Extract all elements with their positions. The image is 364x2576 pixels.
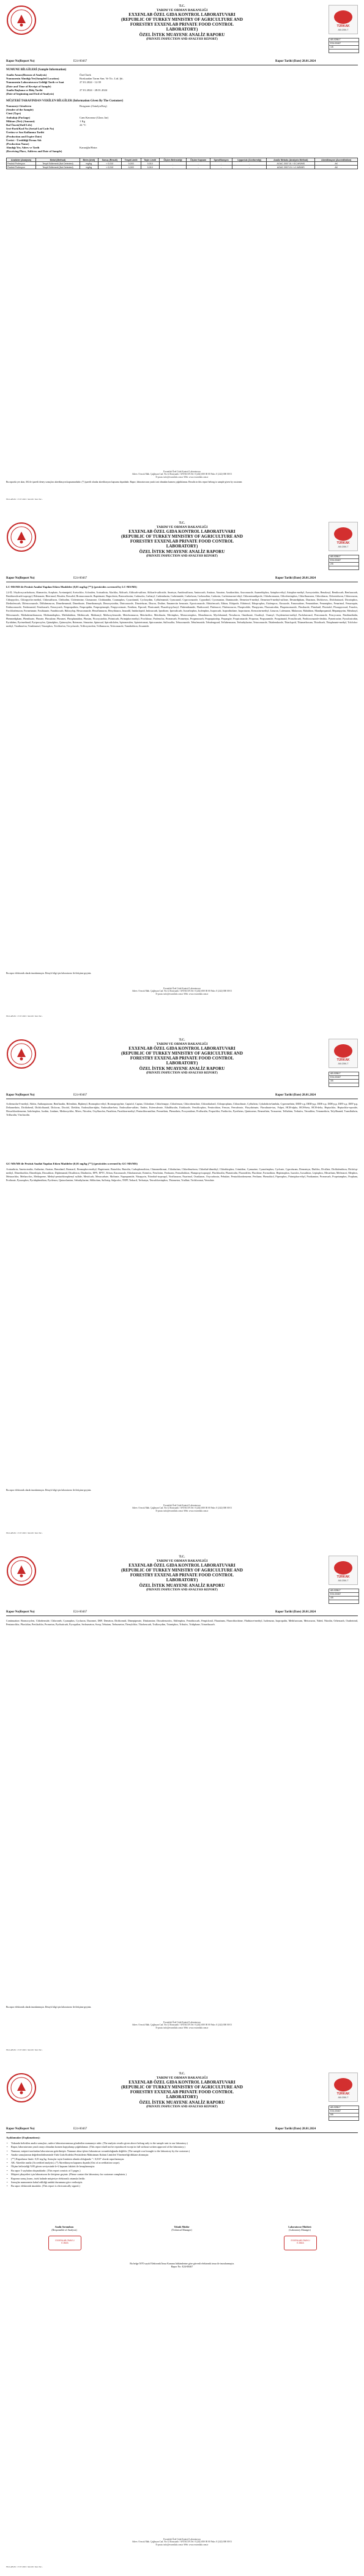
turkak-name: TÜRKAK: [336, 2092, 350, 2096]
country-label: T.C.: [179, 1038, 185, 1042]
footer-address: Adres: Ovacık Mah. Çağlayan Cad. No:12 Konyaaltı / ANTALYA Tel: 0 (242) 000 00 00 Faks: 0 (242) 000 00 01: [132, 2024, 232, 2027]
report-date: Rapor Tarihi (Date) 28.01.2024: [275, 1094, 316, 1097]
turkak-logo: [329, 522, 358, 551]
kv-key: (Sender of the Sample): [6, 108, 34, 112]
ministry-name: TARIM VE ORMAN BAKANLIĞI: [156, 1042, 208, 1046]
report-date: Rapor Tarihi (Date) 28.01.2024: [275, 577, 316, 580]
report-title-en: (PRIVATE INSPECTION AND ANALYSIS REPORT): [146, 38, 218, 42]
kv-key: (Receiving Place, Address and Date of Sample): [6, 150, 62, 153]
report-date: Rapor Tarihi (Date) 28.01.2024: [275, 2128, 316, 2131]
report-date: Rapor Tarihi (Date) 28.01.2024: [275, 1611, 316, 1614]
table-cell: mg/kg: [80, 162, 98, 166]
page-footer: [6, 987, 358, 995]
turkak-name: TÜRKAK: [336, 1058, 350, 1062]
country-label: T.C.: [179, 1555, 185, 1559]
footer-lab-name: Exxenlab Özel Gıda Kontrol Laboratuvarı: [163, 2021, 201, 2024]
report-page-4: [0, 1551, 364, 2055]
page-number: 3/5: [329, 1080, 358, 1083]
kv-key: Üretici - Üretildiği Firma Adı: [6, 138, 42, 142]
turkak-code: AB-0286-T: [338, 1063, 349, 1065]
list-item: [6, 2169, 358, 2173]
kv-value: Karaoğlu/Hatra: [80, 146, 97, 150]
page-footer: [6, 2538, 358, 2546]
page-note: Bu rapor elektronik olarak imzalanmıştır. Detaylı bilgi için laboratuvar ile iletişime geçiniz.: [6, 1489, 92, 1491]
accreditation-no: AB-0286-T: [329, 38, 358, 42]
kv-key: Seri-Parti/Kod No (Serial-Lot/Code No): [6, 127, 54, 131]
accreditation-no: AB-0286-T: [329, 2106, 358, 2110]
footer-contact: E-posta: info@exxenlab.com.tr Web: www.exxenlab.com.tr: [155, 475, 209, 478]
turkak-mark-icon: [334, 1044, 352, 1058]
list-item-text: Sonuçlar numunenin kabul edildiği andaki durumuna göre verilmiştir.: [11, 2180, 83, 2184]
list-item-text: Raporun sonuç kısmı, istek halinde müşteriye elektronik ortamda iletilir.: [11, 2176, 86, 2180]
page-footer: [6, 470, 358, 478]
signatory-title-en: (Laboratory Manager): [289, 2228, 311, 2231]
esign-text: Bu belge 5070 sayılı Elektronik İmza Kanunu hükümlerine göre güvenli elektronik imza ile imzalanmıştır.: [130, 2262, 234, 2265]
list-item-text: Ölçüm belirsizliği %95 güven seviyesinde k=2 kapsam faktörü ile hesaplanmıştır.: [11, 2165, 95, 2168]
gcms-pesticide-list: Acrinathrin, Ametoctradin, Anilazine, Atraton, Benodanil, Bromacil, Bromophos-methyl, Bupirimate, Butachlor, Butralin, Carbophenothion, Chinomethionat, Chlorbufam, Chlordimeform, Chlorthal-dimethyl, Chlorthiophos, Crimidine, Cyanazine, Cyanofenphos, Cycloate, Cyprofuram, Desmetryn, Dialifos, Di-allate, Dichlofenthion, Diclofop-methyl, Dimethachlor, Dimethipin, Dioxathion, Diphenamid, Disulfoton, Ditalimfos, EPN, EPTC, Erbon, Etaconazole, Ethofumesate, Etrimfos, Fenclorim, Fenfuram, Fensulfothion, Flamprop-isopropyl, Fluchloralin, Flumetralin, Fluorodifen, Fluridone, Formothion, Heptenophos, Isazofos, Isoxathion, Leptophos, Mecarbam, Mefenacet, Merphos, Metazachlor, Methacrifos, Methoprene, Methyl-pentachlorophenyl sulfide, Metolcarb, Mexacarbate, Molinate, Napropamide, Nitrapyrin, Nitrothal-isopropyl, Norflurazon, Nuarimol, Oxadiazon, Oxycarboxin, Pebulate, Pentachlorobenzene, Perthane, Phenothiol, Piperophos, Pirimiphos-ethyl, Prodiamine, Promecarb, Propetamphos, Propham, Prothoate, Pyrazophos, Pyridaphenthion, Pyrifenox, Quinoclamine, Sebuthylazine, Silthiofam, Sulfotep, Sulprofos, TEPP, Terbacil, Terbutryn, Tetrachlorvinphos, Thiometon, Triallate, Trichloronat, Vernolate.: [6, 1168, 358, 1182]
lab-name: EXXENLAB ÖZEL GIDA KONTROL LABORATUVARI: [128, 1563, 236, 1568]
footer-address: Adres: Ovacık Mah. Çağlayan Cad. No:12 Konyaaltı / ANTALYA Tel: 0 (242) 000 00 00 Faks: 0 (242) 000 00 01: [132, 990, 232, 993]
lab-name-en-3: LABORATORY): [166, 2095, 198, 2100]
footer-address: Adres: Ovacık Mah. Çağlayan Cad. No:12 Konyaaltı / ANTALYA Tel: 0 (242) 000 00 00 Faks: 0 (242) 000 00 01: [132, 2541, 232, 2544]
list-item: [6, 2145, 358, 2149]
bullet-icon: •: [7, 2184, 8, 2188]
turkak-logo: [329, 1556, 358, 1585]
form-code: FR.LAB.06 / 17.07.2023 / Rev.00 / Rev.Tar:-: [6, 2566, 43, 2568]
kv-value: 27.01.2024 - 12:39: [80, 81, 101, 84]
lab-name-en-3: LABORATORY): [166, 27, 198, 32]
additional-pesticide-list: Continuation: Bromocyclen, Chlorbenside, Chloroneb, Cyanophos, Cycluron, Dazomet, DEF, Demeton, Dichlormid, Dimepiperate, Dinitramine, Dioxabenzofos, Edifenphos, Fenothiocarb, Fenpiclonil, Fluazinam, Flurochloridone, Fluthiacet-methyl, Isobenzan, Isopropalin, Methfuroxam, Metoxuron, Naled, Nitralin, Orbencarb, Oxabetrinil, Pentanochlor, Phosfolan, Pretilachlor, Prometon, Pyributicarb, Pyroquilon, Secbumeton, Swep, Tebutam, Terbumeton, Thenylchlor, Thiobencarb, Tralkoxydim, Triamiphos, Tribufos, Tridiphane, Trimethacarb.: [6, 1619, 358, 1626]
col-header: Tespit Limiti: [121, 158, 141, 162]
doc-info-box: [329, 1589, 359, 1604]
report-no-label: Rapor No(Report No): [6, 577, 35, 580]
form-code: FR.LAB.06 / 17.07.2023 / Rev.00 / Rev.Tar:-: [6, 1015, 43, 1017]
table-cell: -: [232, 162, 267, 166]
country-label: T.C.: [179, 4, 185, 8]
customer-info-title: MÜŞTERİ TARAFINDAN VERİLEN BİLGİLER (Information Given By The Customer): [6, 100, 124, 103]
kv-value: 24 °C: [80, 123, 86, 126]
lab-name-en-2: FORESTRY EXXENLAB PRIVATE FOOD CONTROL: [130, 539, 234, 544]
lab-name-en-2: FORESTRY EXXENLAB PRIVATE FOOD CONTROL: [130, 1056, 234, 1061]
doc-info-blank: [329, 566, 358, 569]
form-code: FR.LAB.06 / 17.07.2023 / Rev.00 / Rev.Tar:-: [6, 498, 43, 500]
organization-block: [67, 2072, 297, 2109]
report-title: ÖZEL İSTEK MUAYENE ANALİZ RAPORU: [139, 1066, 225, 1072]
lab-name-en-2: FORESTRY EXXENLAB PRIVATE FOOD CONTROL: [130, 1573, 234, 1578]
kv-value: Özel İstek: [80, 73, 91, 76]
lcms-section-title: LC-MS/MS ile Pestisit Analizi Yapılan Etken Maddeler (0,01 mg/kg (**)) (pesticides screened by LC-MS/MS): [6, 585, 137, 588]
col-header: Ölçüm Kapsam: [187, 158, 210, 162]
report-no-value: E24-00467: [73, 2128, 87, 2131]
list-item: [6, 2142, 358, 2145]
report-no-label: Rapor No(Report No): [6, 1611, 35, 1614]
lab-name-en-1: (REPUBLIC OF TURKEY MINISTRY OF AGRICULTURE AND: [121, 1568, 243, 1573]
kv-key: Üretim ve Son Kullanma Tarihi: [6, 131, 44, 134]
footer-lab-name: Exxenlab Özel Gıda Kontrol Laboratuvarı: [163, 1504, 201, 1507]
col-header: Tayin Limiti: [141, 158, 159, 162]
doc-info-box: [329, 555, 359, 570]
ministry-name: TARIM VE ORMAN BAKANLIĞI: [156, 2076, 208, 2080]
lab-name-en-2: FORESTRY EXXENLAB PRIVATE FOOD CONTROL: [130, 22, 234, 27]
page-number: 4/5: [329, 1597, 358, 1600]
page-footer: [6, 2021, 358, 2029]
ministry-name: TARIM VE ORMAN BAKANLIĞI: [156, 1559, 208, 1563]
ministry-name: TARIM VE ORMAN BAKANLIĞI: [156, 525, 208, 529]
list-item: [6, 2165, 358, 2168]
list-item-text: Bu rapor 5 sayfadan oluşmaktadır. (This report consists of 5 pages.): [11, 2168, 81, 2172]
table-cell: Pestisit Profesyon: [7, 162, 36, 166]
col-header: Uygunluk (Conformity): [232, 158, 267, 162]
kv-key: (Date of beginning and End of Analysis): [6, 92, 54, 95]
col-header: Analizler (Analysis): [7, 158, 36, 162]
turkak-mark-icon: [334, 10, 352, 24]
signatory-title-en: (Responsible of Analysis): [51, 2228, 77, 2231]
signature-lab-manager: [254, 2225, 346, 2231]
electronic-signature-note: [6, 2262, 358, 2268]
accreditation-no: AB-0286-T: [329, 555, 358, 559]
lab-name: EXXENLAB ÖZEL GIDA KONTROL LABORATUVARI: [128, 12, 236, 18]
kv-key: Ambalajı (Package): [6, 115, 30, 119]
page-number: 2/5: [329, 563, 358, 566]
lab-name-en-3: LABORATORY): [166, 1578, 198, 1583]
kv-row: [6, 150, 358, 153]
approval-stamp: [48, 2236, 81, 2250]
list-item-text: Yukarıda belirtilen analiz sonuçları, sadece laboratuvarımıza gönderilen numuneye aittir. (The analysis results given above belong only to the sample sent to our laboratory.): [11, 2142, 188, 2145]
col-header: Akreditasyon (Accreditation): [315, 158, 358, 162]
accreditation-no: AB-0286-T: [329, 1589, 358, 1593]
signatory-title: Laboratuvar Müdürü: [288, 2225, 311, 2228]
signature-technical-manager: [136, 2225, 228, 2231]
footer-lab-name: Exxenlab Özel Gıda Kontrol Laboratuvarı: [163, 987, 201, 990]
list-item: [6, 2184, 358, 2188]
table-cell: -: [210, 162, 232, 166]
kv-value: Cam Kavanoz (Glass Jar): [80, 115, 109, 119]
footer-lab-name: Exxenlab Özel Gıda Kontrol Laboratuvarı: [163, 2538, 201, 2541]
table-cell: -: [187, 162, 210, 166]
page-header: [0, 2068, 364, 2124]
report-title-en: (PRIVATE INSPECTION AND ANALYSIS REPORT): [146, 555, 218, 558]
list-item: [6, 2150, 358, 2153]
stamp-text-2: E-İMZA: [297, 2242, 304, 2244]
doc-info-box: [329, 38, 359, 53]
footer-contact: E-posta: info@exxenlab.com.tr Web: www.exxenlab.com.tr: [155, 2543, 209, 2546]
report-no-value: E24-00467: [73, 1094, 87, 1097]
table-cell: 0,010: [141, 166, 159, 169]
report-title-en: (PRIVATE INSPECTION AND ANALYSIS REPORT): [146, 1589, 218, 1592]
kv-key: Numuneyi Gönderen: [6, 104, 32, 108]
page-footer: [6, 1504, 358, 1512]
table-cell: -: [210, 166, 232, 169]
turkak-name: TÜRKAK: [336, 541, 350, 545]
turkak-code: AB-0286-T: [338, 29, 349, 31]
report-no-label: Rapor No(Report No): [6, 1094, 35, 1097]
kv-value: Bozkaadan Tarım San. Ve Tic. Ltd. Şti.: [80, 77, 124, 81]
table-cell: Pestisit Profesyon: [7, 166, 36, 169]
ministry-seal-icon: [6, 1039, 37, 1069]
list-item-text: Rapor, laboratuvarın yazılı onayı olmadan kısmen kopyalanıp çoğaltılamaz. (This report shall not be reproduced except in full without written approval of the laboratory.): [11, 2145, 185, 2149]
turkak-code: AB-0286-T: [338, 1579, 349, 1582]
footer-contact: E-posta: info@exxenlab.com.tr Web: www.exxenlab.com.tr: [155, 992, 209, 995]
bullet-icon: •: [7, 2173, 8, 2176]
report-page-1: [0, 0, 364, 505]
table-cell: 0,003: [121, 162, 141, 166]
report-number-line: [6, 2126, 358, 2133]
ministry-seal-icon: [6, 5, 37, 35]
report-number: E24-00467: [329, 2110, 358, 2113]
kv-key: Analiz Başlama ve Bitiş Tarihi: [6, 88, 43, 92]
signatory-title: Teknik Müdür: [174, 2225, 190, 2228]
doc-info-blank: [329, 49, 358, 53]
col-header: Analiz Metodu (Analysis Method): [267, 158, 315, 162]
organization-block: [67, 521, 297, 558]
country-label: T.C.: [179, 2072, 185, 2076]
report-title: ÖZEL İSTEK MUAYENE ANALİZ RAPORU: [139, 1583, 225, 1589]
kv-key: Alındığı Yer, Adres ve Tarih: [6, 146, 40, 150]
report-number: E24-00467: [329, 559, 358, 563]
turkak-code: AB-0286-T: [338, 2096, 349, 2099]
report-no-value: E24-00467: [73, 60, 87, 63]
col-header: Sonuç (Result): [98, 158, 121, 162]
page-header: [0, 517, 364, 573]
doc-info-blank: [329, 2117, 358, 2120]
report-number: E24-00467: [329, 1593, 358, 1597]
footer-lab-name: Exxenlab Özel Gıda Kontrol Laboratuvarı: [163, 470, 201, 473]
signatory-title-en: (Technical Manager): [171, 2228, 192, 2231]
table-row: [7, 166, 358, 169]
bullet-icon: •: [7, 2142, 8, 2145]
ministry-seal-icon: [6, 2073, 37, 2103]
kv-key: (Date and Time of Receipt of Sample): [6, 84, 51, 88]
list-item-text: Müşteri şikayetleri için laboratuvar ile iletişime geçiniz. (Please contact the laboratory for customer complaints.): [11, 2173, 127, 2176]
doc-info-box: [329, 1072, 359, 1087]
page-note: Bu rapor elektronik olarak imzalanmıştır. Detaylı bilgi için laboratuvar ile iletişime geçiniz.: [6, 972, 92, 975]
table-cell: Tespit Edilemedi (Not Detected): [36, 166, 80, 169]
bullet-icon: •: [7, 2161, 8, 2164]
report-title-en: (PRIVATE INSPECTION AND ANALYSIS REPORT): [146, 2106, 218, 2109]
list-item-text: AK: Akredite analiz (Accredited analysis). (*) Akreditasyon kapsamı dışında (Out of accreditation scope).: [11, 2161, 120, 2164]
table-cell: 0,003: [121, 166, 141, 169]
report-date: Rapor Tarihi (Date) 28.01.2024: [275, 60, 316, 63]
report-title: ÖZEL İSTEK MUAYENE ANALİZ RAPORU: [139, 2100, 225, 2106]
report-title: ÖZEL İSTEK MUAYENE ANALİZ RAPORU: [139, 32, 225, 38]
kv-key: Numunenin Laboratuvara Geldiği Tarih ve Saat: [6, 81, 64, 84]
table-cell: -: [159, 166, 186, 169]
report-page-2: [0, 517, 364, 1022]
lab-name-en-1: (REPUBLIC OF TURKEY MINISTRY OF AGRICULTURE AND: [121, 534, 243, 540]
lcms-pesticide-list: 2,4-D, 3-hydroxycarbofuran, Abamectin, Acephate, Acetamiprid, Acetochlor, Aclonifen, Acrinathrin, Alachlor, Aldicarb, Aldicarb-sulfone, Aldicarb-sulfoxide, Ametryn, Amidosulfuron, Aminocarb, Amitraz, Atrazine, Azadirachtin, Azaconazole, Azamethiphos, Azinphos-ethyl, Azinphos-methyl, Azoxystrobin, Benalaxyl, Bendiocarb, Benfuracarb, Benthiavalicarb-isopropyl, Bifenazate, Bitertanol, Bixafen, Boscalid, Bromuconazole, Bupirimate, Buprofezin, Butocarboxim, Cadusafos, Carbaryl, Carbendazim, Carbetamide, Carbofuran, Carbosulfan, Carboxin, Carfentrazone-ethyl, Chlorantraniliprole, Chlorbromuron, Chlorfenvinphos, Chlorfluazuron, Chloridazon, Chlorotoluron, Chloroxuron, Chlorpyrifos, Chlorpyrifos-methyl, Chlorsulfuron, Clethodim, Clofentezine, Clomazone, Clothianidin, Coumaphos, Cyazofamid, Cycloxydim, Cyflufenamid, Cymoxanil, Cyproconazole, Cyprodinil, Cyromazine, Daminozide, Demeton-S-methyl, Demeton-S-methyl-sulfone, Desmedipham, Diazinon, Dichlorvos, Diclobutrazol, Dicrotophos, Diethofencarb, Difenoconazole, Diflubenzuron, Dimethenamid, Dimethoate, Dimethomorph, Dimoxystrobin, Diniconazole, Dinotefuran, Diuron, Dodine, Emamectin benzoate, Epoxiconazole, Ethiofencarb, Ethion, Ethiprole, Ethirimol, Ethoprophos, Etofenprox, Etoxazole, Famoxadone, Fenamidone, Fenamiphos, Fenarimol, Fenazaquin, Fenbuconazole, Fenhexamid, Fenobucarb, Fenoxycarb, Fenpropathrin, Fenpropidin, Fenpropimorph, Fenpyroximate, Fenthion, Fipronil, Flonicamid, Fluazifop-p-butyl, Flubendiamide, Fludioxonil, Flufenacet, Flufenoxuron, Fluopicolide, Fluopyram, Fluoxastrobin, Fluquinconazole, Flusilazole, Flutolanil, Flutriafol, Fluxapyroxad, Fonofos, Forchlorfenuron, Formetanate, Fosthiazate, Furathiocarb, Haloxyfop, Hexaconazole, Hexaflumuron, Hexythiazox, Imazalil, Imidacloprid, Indoxacarb, Iprodione, Iprovalicarb, Isocarbophos, Isofenphos, Isoprocarb, Isoprothiolane, Isoproturon, Kresoxim-methyl, Linuron, Lufenuron, Malaoxon, Malathion, Mandipropamid, Mepanipyrim, Metalaxyl, Metconazole, Methabenzthiazuron, Methamidophos, Methidathion, Methiocarb, Methomyl, Methoxyfenozide, Metobromuron, Metolachlor, Metribuzin, Mevinphos, Monocrotophos, Monolinuron, Myclobutanil, Novaluron, Omethoate, Oxadixyl, Oxamyl, Oxydemeton-methyl, Paclobutrazol, Penconazole, Pencycuron, Pendimethalin, Phenmedipham, Phenthoate, Phorate, Phosalone, Phosmet, Phosphamidon, Phoxim, Picoxystrobin, Pirimicarb, Pirimiphos-methyl, Prochloraz, Profenofos, Promecarb, Prometryn, Propamocarb, Propaquizafop, Propargite, Propiconazole, Propoxur, Propyzamide, Proquinazid, Prosulfocarb, Prothioconazole-desthio, Pymetrozine, Pyraclostrobin, Pyridaben, Pyrimethanil, Pyriproxyfen, Quinalphos, Quinoxyfen, Rotenone, Simazine, Spinosad, Spirodiclofen, Spiromesifen, Spirotetramat, Spiroxamine, Sulfoxaflor, Tebuconazole, Tebufenozide, Tebufenpyrad, Teflubenzuron, Terbuthylazine, Tetraconazole, Thiabendazole, Thiacloprid, Thiamethoxam, Thiodicarb, Thiophanate-methyl, Tolclofos-methyl, Triadimefon, Triadimenol, Triazophos, Trichlorfon, Tricyclazole, Trifloxystrobin, Triflumuron, Triticonazole, Vamidothion, Zoxamide.: [6, 591, 358, 628]
signatory-title: Analiz Sorumlusu: [54, 2225, 74, 2228]
doc-info-box: [329, 2106, 359, 2121]
list-item-text: Analiz sonuçlarının değerlendirilmesinde Türk Gıda Kodeksi Pestisitlerin Maksimum Kalıntı Limitleri Yönetmeliği dikkate alınmıştır.: [11, 2153, 149, 2157]
bullet-icon: •: [7, 2153, 8, 2157]
table-cell: < 0,010: [98, 166, 121, 169]
report-number-line: [6, 59, 358, 65]
doc-info-blank: [329, 1083, 358, 1086]
page-header: [0, 0, 364, 56]
bullet-icon: •: [7, 2180, 8, 2184]
esign-report-no: Rapor No: E24-00467: [171, 2265, 193, 2268]
report-page-5: [0, 2068, 364, 2572]
footer-address: Adres: Ovacık Mah. Çağlayan Cad. No:12 Konyaaltı / ANTALYA Tel: 0 (242) 000 00 00 Faks: 0 (242) 000 00 01: [132, 473, 232, 476]
bullet-icon: •: [7, 2157, 8, 2161]
table-cell: mg/kg: [80, 166, 98, 169]
ministry-seal-icon: [6, 1556, 37, 1586]
kv-value: 27.01.2024 - 28.01.2024: [80, 88, 108, 92]
doc-info-blank: [329, 1600, 358, 1603]
kv-value: 1 Kg: [80, 119, 86, 123]
bullet-icon: •: [7, 2176, 8, 2180]
table-cell: AOAC 2007.01 / LC-MS/MS: [267, 166, 315, 169]
report-number-line: [6, 1092, 358, 1099]
footer-contact: E-posta: info@exxenlab.com.tr Web: www.exxenlab.com.tr: [155, 2026, 209, 2029]
table-cell: AK: [315, 162, 358, 166]
page-header: [0, 1034, 364, 1090]
table-cell: AK: [315, 166, 358, 169]
page-header: [0, 1551, 364, 1607]
lab-name: EXXENLAB ÖZEL GIDA KONTROL LABORATUVARI: [128, 529, 236, 535]
sample-info-title: NUMUNE BİLGİLERİ (Sample Information): [6, 68, 67, 71]
bullet-icon: •: [7, 2145, 8, 2149]
organization-block: [67, 1555, 297, 1592]
kv-value: Bozgaran (Antalya/Kaş): [80, 104, 107, 108]
table-cell: 0,010: [141, 162, 159, 166]
customer-info-table: [6, 104, 358, 153]
turkak-mark-icon: [334, 527, 352, 541]
report-title-en: (PRIVATE INSPECTION AND ANALYSIS REPORT): [146, 1072, 218, 1075]
bullet-icon: •: [7, 2165, 8, 2168]
page-note: Bu raporda yer alan, AK ile işaretli deney sonuçları akreditasyon kapsamındadır. (*) işaretli olanlar akreditasyon kapsamı dışındadır. Rapor; laboratuvarın yazılı izni olmadan kısmen çoğaltılamaz. Results in this report belong to sample given by customer.: [6, 481, 243, 483]
kv-key: Numunenin Alındığı Yer(Sampled Location): [6, 77, 59, 81]
country-label: T.C.: [179, 521, 185, 525]
bullet-icon: •: [7, 2149, 8, 2153]
lab-name-en-3: LABORATORY): [166, 1061, 198, 1066]
report-no-label: Rapor No(Report No): [6, 60, 35, 63]
turkak-mark-icon: [334, 2078, 352, 2091]
kv-key: Cinsi (Type): [6, 112, 21, 115]
organization-block: [67, 1038, 297, 1075]
turkak-mark-icon: [334, 1561, 352, 1575]
organization-block: [67, 4, 297, 42]
ministry-name: TARIM VE ORMAN BAKANLIĞI: [156, 8, 208, 12]
kv-row: [6, 92, 358, 96]
table-cell: Tespit Edilemedi (Not Detected): [36, 162, 80, 166]
list-item: [6, 2161, 358, 2165]
report-number: E24-00467: [329, 1076, 358, 1080]
form-code: FR.LAB.06 / 17.07.2023 / Rev.00 / Rev.Tar:-: [6, 1532, 43, 1534]
list-item-text: (**) Raporlama limiti: 0,01 mg/kg. Sonuçlar tayin limitinin altında olduğunda "< 0,010" olarak raporlanmıştır.: [11, 2157, 125, 2161]
list-item: [6, 2157, 358, 2161]
list-item: [6, 2153, 358, 2157]
kv-key: Analiz Amacı(Reason of Analysis): [6, 73, 47, 76]
lab-name: EXXENLAB ÖZEL GIDA KONTROL LABORATUVARI: [128, 1046, 236, 1052]
gcms-section-title: GC-MS/MS ile Pestisit Analizi Yapılan Etken Maddeler (0,01 mg/kg (**)) (pesticides screened by GC-MS/MS): [6, 1162, 138, 1165]
lab-name-en-1: (REPUBLIC OF TURKEY MINISTRY OF AGRICULTURE AND: [121, 17, 243, 23]
col-header: Ölçüm Belirsizliği: [159, 158, 186, 162]
kv-key: Raf Ömrü(Shelf Life): [6, 123, 32, 126]
footer-contact: E-posta: info@exxenlab.com.tr Web: www.exxenlab.com.tr: [155, 1509, 209, 1512]
signature-analyst: [18, 2225, 110, 2231]
list-item: [6, 2177, 358, 2181]
kv-key: (Production Name): [6, 142, 29, 145]
turkak-name: TÜRKAK: [336, 24, 350, 28]
page-number: 1/5: [329, 46, 358, 49]
report-number-line: [6, 1609, 358, 1616]
lab-name-en-2: FORESTRY EXXENLAB PRIVATE FOOD CONTROL: [130, 2090, 234, 2095]
kv-key: Miktarı (Net) (Amount): [6, 119, 35, 123]
kv-key: (Production and Expire Date): [6, 134, 42, 138]
list-item-text: Bu rapor elektronik imzalıdır. (This report is electronically signed.): [11, 2184, 80, 2188]
results-table: [6, 158, 358, 169]
turkak-logo: [329, 2073, 358, 2102]
lab-name-en-3: LABORATORY): [166, 544, 198, 549]
page-number: 5/5: [329, 2113, 358, 2117]
stamp-text-2: E-İMZA: [61, 2242, 69, 2244]
report-number-line: [6, 576, 358, 582]
lab-name: EXXENLAB ÖZEL GIDA KONTROL LABORATUVARI: [128, 2080, 236, 2085]
accreditation-no: AB-0286-T: [329, 1072, 358, 1076]
page-note: Bu rapor elektronik olarak imzalanmıştır. Detaylı bilgi için laboratuvar ile iletişime geçiniz.: [6, 2006, 92, 2008]
report-no-value: E24-00467: [73, 577, 87, 580]
form-code: FR.LAB.06 / 17.07.2023 / Rev.00 / Rev.Tar:-: [6, 2049, 43, 2051]
sample-info-table: [6, 73, 358, 96]
table-cell: -: [232, 166, 267, 169]
report-page-3: [0, 1034, 364, 1539]
report-title: ÖZEL İSTEK MUAYENE ANALİZ RAPORU: [139, 549, 225, 555]
table-cell: AOAC 2007.01 / GC-MS/MS: [267, 162, 315, 166]
gcms-pesticide-list-continued: Acibenzolar-S-methyl, Aldrin, Anthraquinone, Benfluralin, Bifenthrin, Biphenyl, Bromophos-ethyl, Bromopropylate, Captafol, Captan, Chlordane, Chlorfenapyr, Chlorfenson, Chlorobenzilate, Chlorothalonil, Chlorpropham, Chlozolinate, Cyfluthrin, Cyhalothrin-lambda, Cypermethrin, DDD-o,p, DDD-p,p, DDE-o,p, DDE-p,p, DDT-o,p, DDT-p,p, Deltamethrin, Dichlobenil, Dichlofluanid, Dicloran, Dicofol, Dieldrin, Endosulfan-alpha, Endosulfan-beta, Endosulfan-sulfate, Endrin, Esfenvalerate, Ethalfluralin, Etridiazole, Fenchlorphos, Fenitrothion, Fenson, Fenvalerate, Flucythrinate, Fluvalinate-tau, Folpet, HCH-alpha, HCH-beta, HCH-delta, Heptachlor, Heptachlor-epoxide, Hexachlorobenzene, Iodofenphos, Isodrin, Lindane, Methoxychlor, Mirex, Nitrofen, Oxyfluorfen, Parathion, Parathion-methyl, Pentachloroaniline, Permethrin, Phenothrin, Procymidone, Profluralin, Propachlor, Prothiofos, Pyrethrins, Quintozene, Resmethrin, Tecnazene, Tefluthrin, Terbufos, Tetradifon, Tetramethrin, Tolylfluanid, Transfluthrin, Trifluralin, Vinclozolin.: [6, 1102, 358, 1117]
turkak-logo: [329, 1039, 358, 1068]
list-item: [6, 2173, 358, 2176]
turkak-logo: [329, 5, 358, 34]
explanations-title: Açıklamalar (Explanations):: [6, 2136, 40, 2139]
footer-address: Adres: Ovacık Mah. Çağlayan Cad. No:12 Konyaaltı / ANTALYA Tel: 0 (242) 000 00 00 Faks: 0 (242) 000 00 01: [132, 1507, 232, 1510]
report-no-label: Rapor No(Report No): [6, 2128, 35, 2131]
stamp-text: EXXENLAB ONAYLI: [291, 2239, 310, 2242]
approval-stamp: [284, 2236, 317, 2250]
report-number: E24-00467: [329, 42, 358, 46]
stamp-text: EXXENLAB ONAYLI: [55, 2239, 75, 2242]
ministry-seal-icon: [6, 522, 37, 552]
explanations-list: [6, 2142, 358, 2189]
table-cell: -: [187, 166, 210, 169]
lab-name-en-1: (REPUBLIC OF TURKEY MINISTRY OF AGRICULTURE AND: [121, 1051, 243, 1056]
list-item: [6, 2181, 358, 2184]
list-item-text: Numune, müşteri tarafından laboratuvara getirilmiştir. Numune alma işlemi laboratuvar sorumluluğunda değildir. (The sample was brought to the laboratory by the customer.): [11, 2149, 190, 2153]
turkak-name: TÜRKAK: [336, 1575, 350, 1579]
report-no-value: E24-00467: [73, 1611, 87, 1614]
turkak-code: AB-0286-T: [338, 546, 349, 548]
col-header: Spesifikasyon: [210, 158, 232, 162]
lab-name-en-1: (REPUBLIC OF TURKEY MINISTRY OF AGRICULTURE AND: [121, 2085, 243, 2090]
table-cell: < 0,010: [98, 162, 121, 166]
col-header: Birim (Unit): [80, 158, 98, 162]
table-cell: -: [159, 162, 186, 166]
bullet-icon: •: [7, 2168, 8, 2172]
col-header: Metot (Method): [36, 158, 80, 162]
